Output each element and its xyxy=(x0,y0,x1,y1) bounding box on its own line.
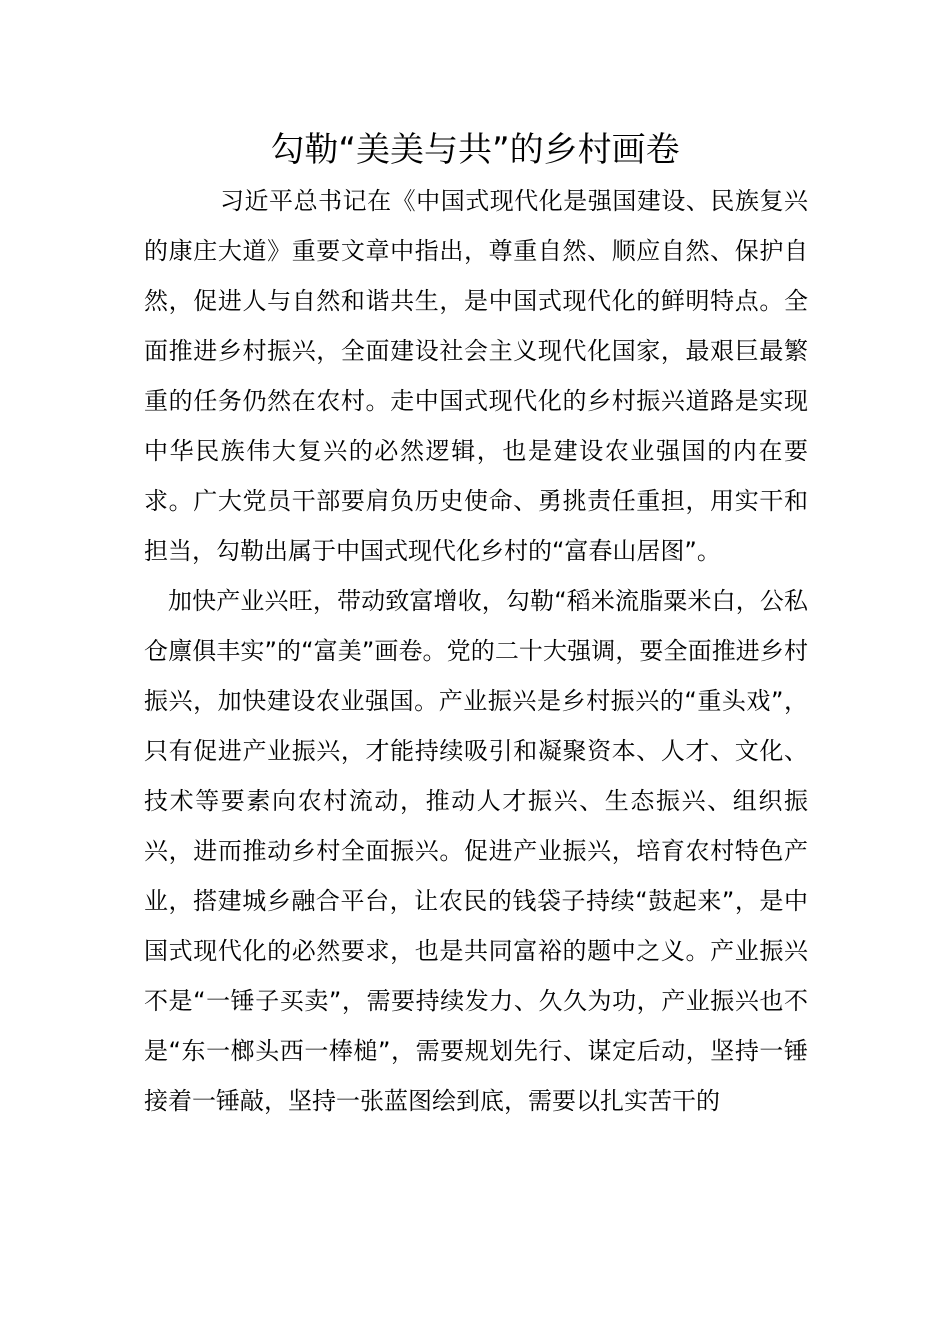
paragraph-intro: 习近平总书记在《中国式现代化是强国建设、民族复兴的康庄大道》重要文章中指出，尊重自然、顺应自然、保护自然，促进人与自然和谐共生，是中国式现代化的鲜明特点。全面推进乡村振兴，全面建设社会主义现代化国家，最艰巨最繁重的任务仍然在农村。走中国式现代化的乡村振兴道路是实现中华民族伟大复兴的必然逻辑，也是建设农业强国的内在要求。广大党员干部要肩负历史使命、勇挑责任重担，用实干和担当，勾勒出属于中国式现代化乡村的“富春山居图”。 xyxy=(144,187,808,565)
document-title: 勾勒“美美与共”的乡村画卷 xyxy=(270,130,680,170)
document-body xyxy=(144,176,808,1126)
paragraph-industry: 加快产业兴旺，带动致富增收，勾勒“稻米流脂粟米白，公私仓廪俱丰实”的“富美”画卷。党的二十大强调，要全面推进乡村振兴，加快建设农业强国。产业振兴是乡村振兴的“重头戏”，只有促进产业振兴，才能持续吸引和凝聚资本、人才、文化、技术等要素向农村流动，推动人才振兴、生态振兴、组织振兴，进而推动乡村全面振兴。促进产业振兴，培育农村特色产业，搭建城乡融合平台，让农民的钱袋子持续“鼓起来”，是中国式现代化的必然要求，也是共同富裕的题中之义。产业振兴不是“一锤子买卖”，需要持续发力、久久为功，产业振兴也不是“东一榔头西一棒槌”，需要规划先行、谋定后动，坚持一锤接着一锤敲，坚持一张蓝图绘到底，需要以扎实苦干的 xyxy=(144,587,808,1115)
